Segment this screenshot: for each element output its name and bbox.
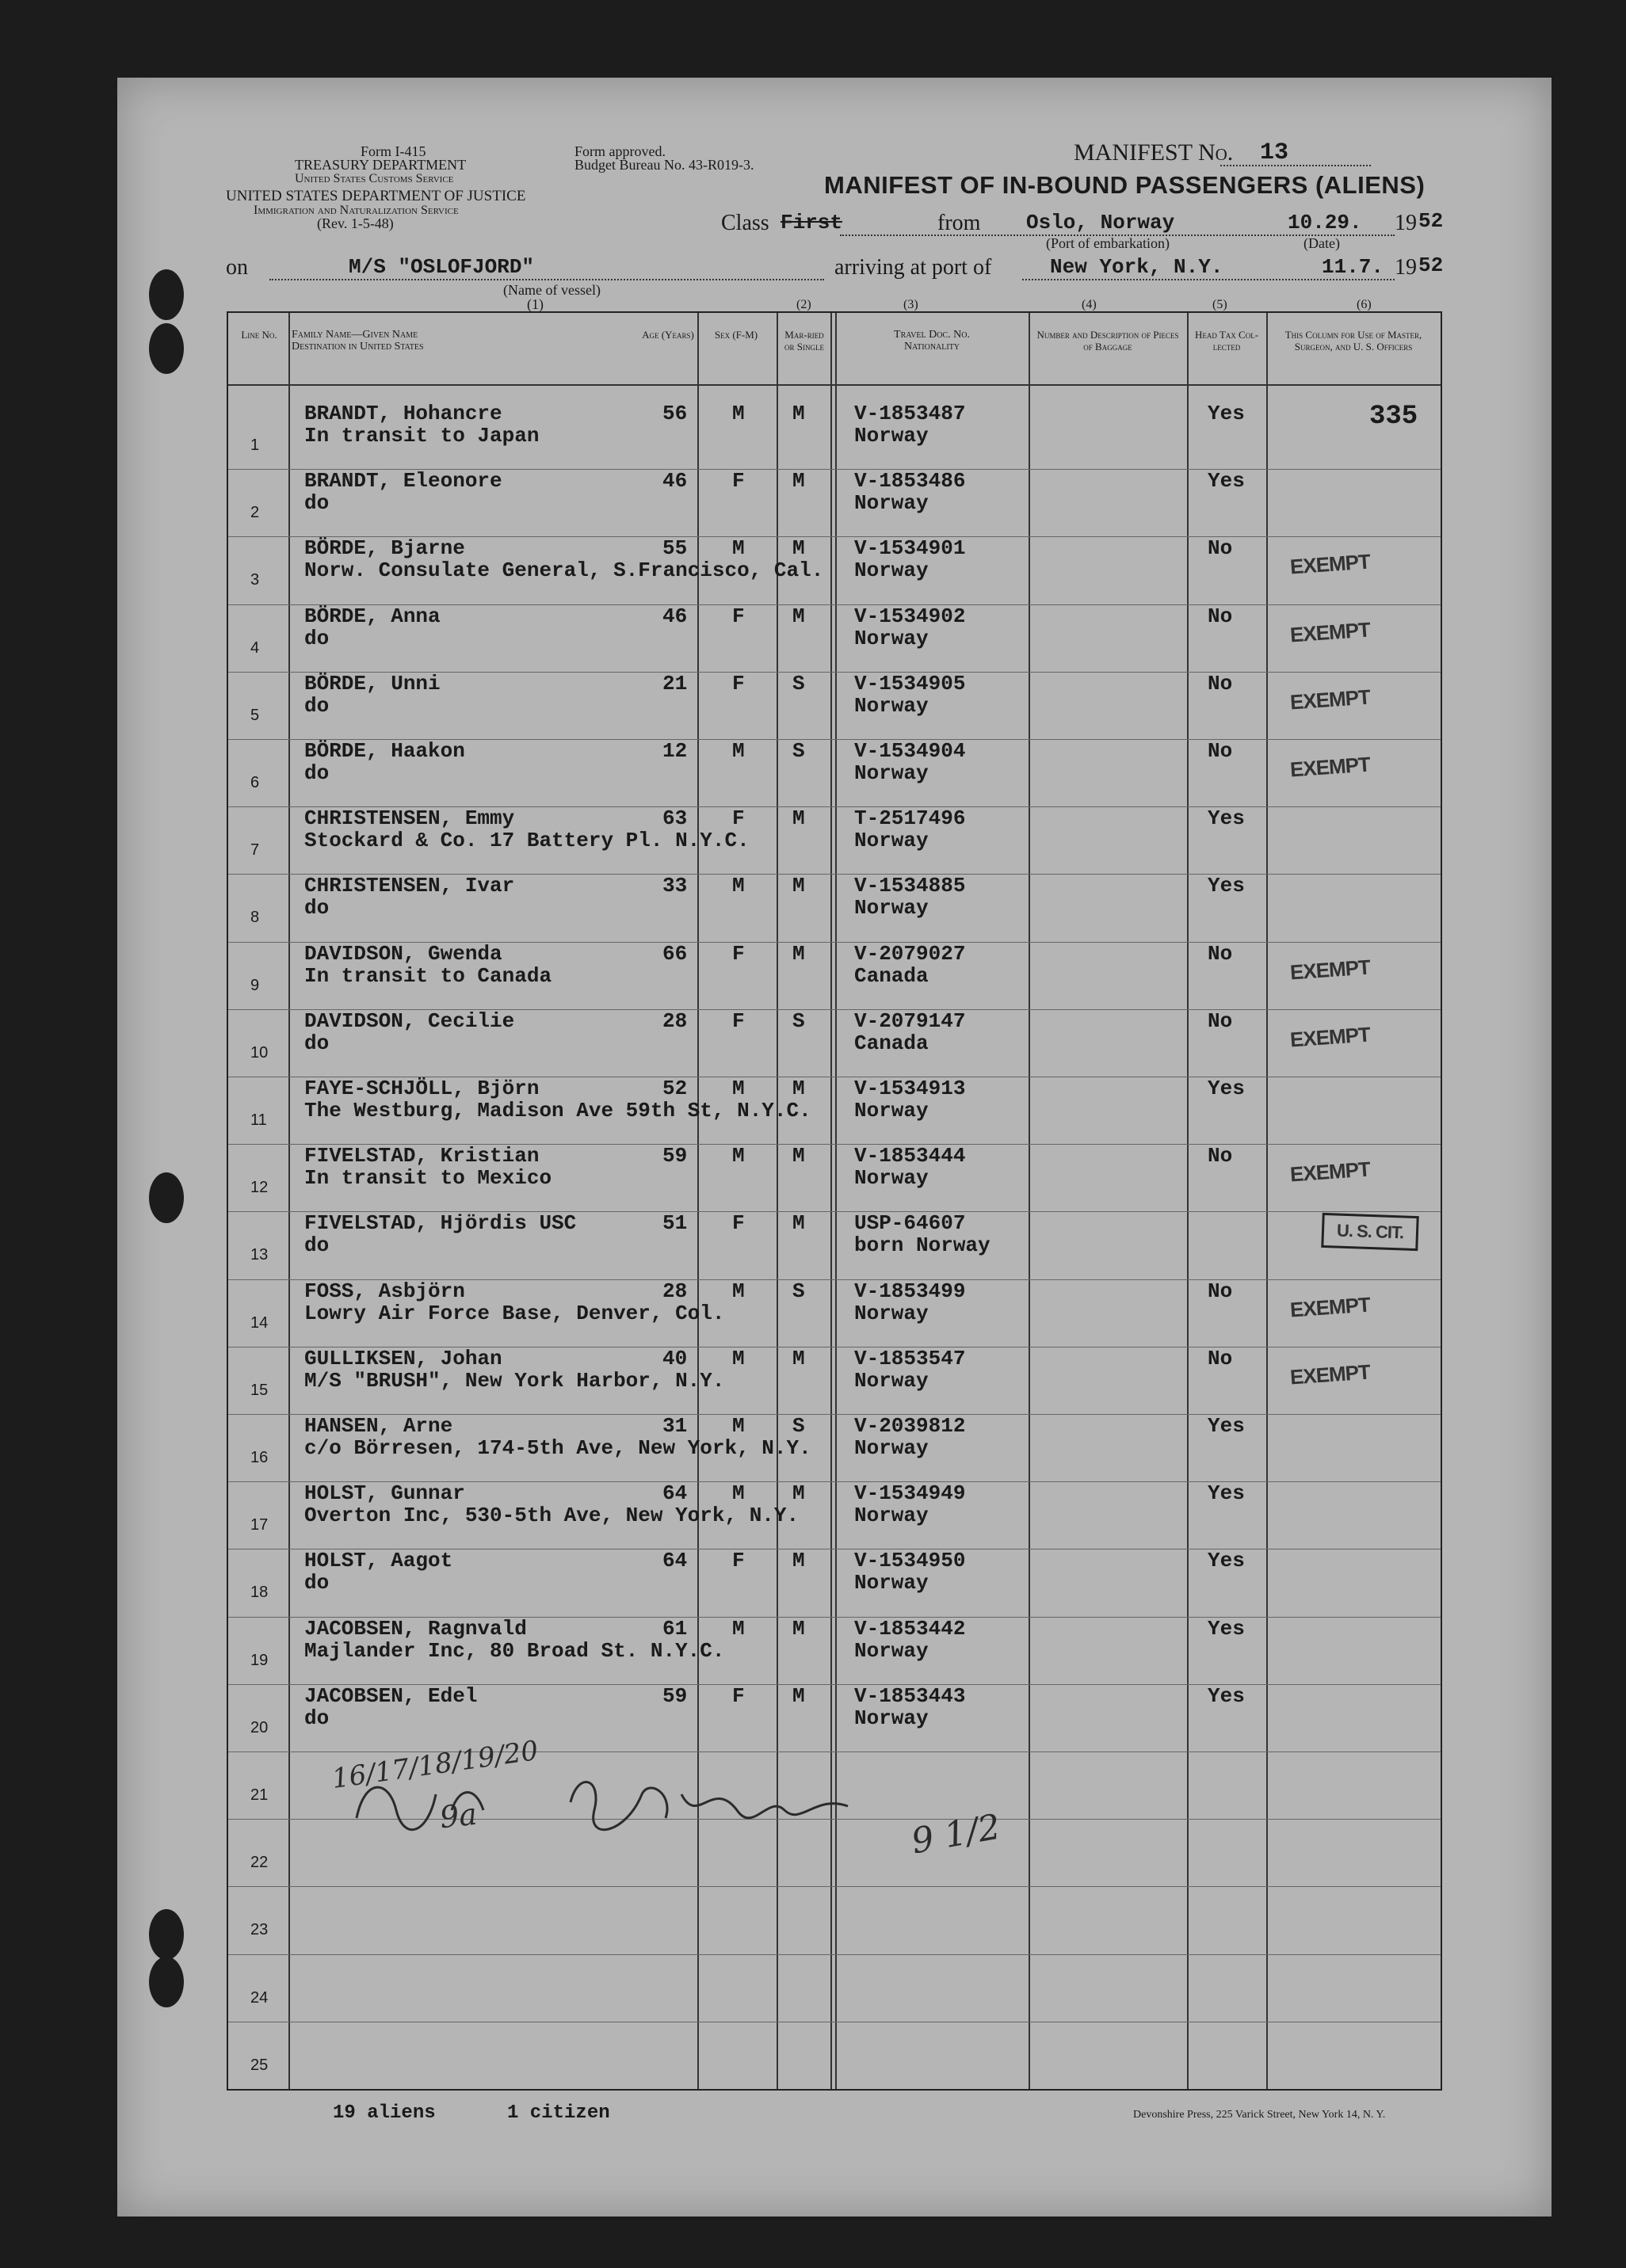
marital-status: S — [792, 1008, 805, 1033]
table-row — [228, 1077, 1441, 1144]
marital-status: M — [792, 874, 805, 898]
sex: M — [732, 1414, 745, 1438]
line-number: 5 — [250, 706, 260, 724]
age: 66 — [662, 941, 688, 966]
officer-stamp: EXEMPT — [1289, 955, 1371, 985]
travel-doc-number: V-2079147 — [854, 1008, 966, 1033]
binder-hole — [149, 1172, 184, 1223]
marital-status: M — [792, 402, 805, 425]
nationality: Norway — [854, 1301, 929, 1325]
arriving-label: arriving at port of — [834, 255, 992, 280]
port-embarkation-caption: (Port of embarkation) — [1046, 235, 1170, 251]
nationality: Norway — [854, 424, 929, 448]
travel-doc-number: V-1534950 — [854, 1549, 966, 1573]
head-tax: Yes — [1208, 1414, 1245, 1438]
table-row — [228, 874, 1441, 941]
col-header-baggage: Number and Description of Pieces of Baggage — [1036, 329, 1179, 353]
line-number: 10 — [250, 1043, 269, 1062]
travel-doc-number: V-1534885 — [854, 874, 966, 898]
destination: c/o Börresen, 174-5th Ave, New York, N.Y. — [304, 1436, 811, 1460]
head-tax: No — [1208, 671, 1233, 696]
vessel-name: M/S "OSLOFJORD" — [349, 255, 535, 279]
officer-stamp: EXEMPT — [1289, 1292, 1371, 1322]
sex: M — [732, 874, 745, 898]
head-tax: No — [1208, 1346, 1233, 1370]
nationality: Canada — [854, 963, 929, 988]
table-row — [228, 1211, 1441, 1279]
line-number: 25 — [250, 2056, 269, 2074]
head-tax: No — [1208, 604, 1233, 628]
head-tax: Yes — [1208, 469, 1245, 494]
arrival-year: 52 — [1418, 253, 1444, 277]
head-tax: No — [1208, 1279, 1233, 1303]
table-row — [228, 402, 1441, 469]
passenger-name: DAVIDSON, Cecilie — [304, 1008, 515, 1033]
head-tax: Yes — [1208, 1616, 1245, 1641]
form-revision: (Rev. 1-5-48) — [317, 215, 394, 231]
marital-status: M — [792, 1616, 805, 1641]
destination: Overton Inc, 530-5th Ave, New York, N.Y. — [304, 1504, 800, 1528]
sex: F — [732, 1549, 745, 1573]
head-tax: No — [1208, 1008, 1233, 1033]
travel-doc-number: T-2517496 — [854, 806, 966, 831]
nationality: Norway — [854, 1504, 929, 1528]
age: 40 — [662, 1346, 688, 1370]
footer-citizens-count: 1 citizen — [507, 2102, 610, 2124]
travel-doc-number: V-1534949 — [854, 1481, 966, 1506]
manifest-title: MANIFEST OF IN-BOUND PASSENGERS (ALIENS) — [824, 171, 1426, 199]
line-number: 19 — [250, 1651, 269, 1669]
table-row — [228, 1279, 1441, 1347]
passenger-name: BRANDT, Hohancre — [304, 402, 502, 425]
destination: do — [304, 1233, 330, 1258]
age: 59 — [662, 1144, 688, 1168]
nationality: Norway — [854, 1099, 929, 1123]
table-row — [228, 1954, 1441, 2022]
manifest-no-value: 13 — [1260, 139, 1289, 166]
destination: Stockard & Co. 17 Battery Pl. N.Y.C. — [304, 829, 750, 853]
footer-aliens-count: 19 aliens — [333, 2102, 436, 2124]
nationality: Norway — [854, 626, 929, 650]
head-tax: No — [1208, 1144, 1233, 1168]
marital-status: S — [792, 1414, 805, 1438]
customs-service: United States Customs Service — [295, 172, 454, 185]
nationality: Canada — [854, 1031, 929, 1055]
port-of-arrival: New York, N.Y. — [1050, 255, 1223, 279]
line-number: 12 — [250, 1179, 269, 1197]
age: 51 — [662, 1211, 688, 1236]
sex: F — [732, 604, 745, 628]
line-number: 13 — [250, 1246, 269, 1264]
col-header-line: Line No. — [241, 329, 277, 341]
officer-stamp: EXEMPT — [1289, 617, 1371, 647]
handwritten-line-refs: 16/17/18/19/20 — [330, 1734, 540, 1796]
passenger-name: CHRISTENSEN, Emmy — [304, 806, 515, 831]
nationality: Norway — [854, 896, 929, 921]
age: 56 — [662, 402, 688, 425]
destination: Majlander Inc, 80 Broad St. N.Y.C. — [304, 1638, 725, 1663]
line-number: 23 — [250, 1921, 269, 1939]
budget-bureau: Budget Bureau No. 43-R019-3. — [574, 157, 754, 173]
binder-hole — [149, 1909, 184, 1960]
marital-status: M — [792, 941, 805, 966]
class-label: Class — [721, 211, 769, 235]
destination: do — [304, 1706, 330, 1730]
sex: F — [732, 941, 745, 966]
travel-doc-number: USP-64607 — [854, 1211, 966, 1236]
printer-credit: Devonshire Press, 225 Varick Street, New York 14, N. Y. — [1133, 2109, 1386, 2121]
sex: M — [732, 1077, 745, 1100]
binder-hole — [149, 269, 184, 320]
treasury-dept: TREASURY DEPARTMENT — [295, 157, 467, 173]
col-header-officers: This Column for Use of Master, Surgeon, and U. S. Officers — [1284, 329, 1422, 353]
sex: M — [732, 1616, 745, 1641]
sex: F — [732, 1211, 745, 1236]
handwritten-count: 9 1/2 — [908, 1806, 1004, 1862]
marital-status: S — [792, 1279, 805, 1303]
travel-doc-number: V-1853486 — [854, 469, 966, 494]
destination: The Westburg, Madison Ave 59th St, N.Y.C. — [304, 1099, 811, 1123]
marital-status: M — [792, 1144, 805, 1168]
departure-year: 52 — [1418, 209, 1444, 233]
nationality: Norway — [854, 829, 929, 853]
head-tax: Yes — [1208, 806, 1245, 831]
passenger-name: CHRISTENSEN, Ivar — [304, 874, 515, 898]
col-number-5: (5) — [1212, 298, 1227, 311]
passenger-name: BÖRDE, Unni — [304, 671, 441, 696]
passenger-name: GULLIKSEN, Johan — [304, 1346, 502, 1370]
destination: do — [304, 1571, 330, 1595]
marital-status: M — [792, 1481, 805, 1506]
line-number: 1 — [250, 436, 260, 454]
table-row — [228, 604, 1441, 672]
col-number-4: (4) — [1082, 298, 1097, 311]
travel-doc-number: V-1853487 — [854, 402, 966, 425]
line-number: 3 — [250, 571, 260, 589]
line-number: 7 — [250, 841, 260, 860]
sex: M — [732, 739, 745, 763]
table-row — [228, 1617, 1441, 1684]
officer-stamp: EXEMPT — [1289, 549, 1371, 579]
destination: In transit to Mexico — [304, 1166, 552, 1191]
age: 64 — [662, 1481, 688, 1506]
age: 33 — [662, 874, 688, 898]
nationality: Norway — [854, 1706, 929, 1730]
marital-status: S — [792, 739, 805, 763]
line-number: 9 — [250, 976, 260, 994]
nationality: Norway — [854, 761, 929, 785]
travel-doc-number: V-1534905 — [854, 671, 966, 696]
marital-status: M — [792, 1211, 805, 1236]
head-tax: Yes — [1208, 874, 1245, 898]
destination: In transit to Canada — [304, 963, 552, 988]
head-tax: Yes — [1208, 1549, 1245, 1573]
handwritten-initials: 9a — [437, 1796, 479, 1835]
passenger-name: FIVELSTAD, Hjördis USC — [304, 1211, 577, 1236]
line-number: 18 — [250, 1584, 269, 1602]
age: 63 — [662, 806, 688, 831]
line-number: 11 — [250, 1111, 267, 1129]
nationality: Norway — [854, 558, 929, 583]
marital-status: M — [792, 806, 805, 831]
arrival-date: 11.7. — [1322, 255, 1384, 279]
destination: do — [304, 896, 330, 921]
table-row — [228, 1481, 1441, 1549]
col-header-name: Family Name—Given Name Destination in United States — [292, 329, 424, 353]
officer-stamp: U. S. CIT. — [1321, 1213, 1419, 1251]
sex: M — [732, 1346, 745, 1370]
on-label: on — [226, 255, 248, 280]
table-row — [228, 2022, 1441, 2089]
line-number: 4 — [250, 638, 260, 657]
col-header-age: Age (Years) — [642, 329, 694, 341]
passenger-name: HOLST, Gunnar — [304, 1481, 465, 1506]
destination: do — [304, 1031, 330, 1055]
passenger-name: FOSS, Asbjörn — [304, 1279, 465, 1303]
passenger-name: HANSEN, Arne — [304, 1414, 453, 1438]
binder-hole — [149, 1957, 184, 2007]
vessel-col-number: (1) — [527, 296, 544, 312]
sex: M — [732, 402, 745, 425]
line-number: 15 — [250, 1381, 269, 1399]
age: 64 — [662, 1549, 688, 1573]
marital-status: M — [792, 536, 805, 561]
handwritten-signature — [341, 1763, 911, 1850]
passenger-name: HOLST, Aagot — [304, 1549, 453, 1573]
passenger-name: BÖRDE, Bjarne — [304, 536, 465, 561]
travel-doc-number: V-1534901 — [854, 536, 966, 561]
line-number: 20 — [250, 1718, 269, 1736]
vessel-caption: (Name of vessel) — [503, 282, 601, 298]
table-row — [228, 942, 1441, 1009]
travel-doc-number: V-1853442 — [854, 1616, 966, 1641]
passenger-name: FAYE-SCHJÖLL, Björn — [304, 1077, 540, 1100]
destination: do — [304, 491, 330, 516]
departure-date: 10.29. — [1288, 211, 1362, 234]
nationality: Norway — [854, 693, 929, 718]
officer-stamp: EXEMPT — [1289, 684, 1371, 715]
age: 46 — [662, 469, 688, 494]
col-number-3: (3) — [903, 298, 918, 311]
travel-doc-number: V-1853499 — [854, 1279, 966, 1303]
line-number: 8 — [250, 909, 260, 927]
sex: F — [732, 671, 745, 696]
line-number: 21 — [250, 1786, 269, 1804]
age: 21 — [662, 671, 688, 696]
binder-hole — [149, 323, 184, 374]
passenger-name: DAVIDSON, Gwenda — [304, 941, 502, 966]
port-of-embarkation: Oslo, Norway — [1026, 211, 1175, 234]
col-header-sex: Sex (F-M) — [714, 329, 758, 341]
col-header-married: Mar-ried or Single — [784, 329, 824, 353]
nationality: Norway — [854, 1166, 929, 1191]
sex: F — [732, 1683, 745, 1708]
table-row — [228, 739, 1441, 806]
destination: do — [304, 626, 330, 650]
age: 28 — [662, 1008, 688, 1033]
marital-status: M — [792, 1549, 805, 1573]
officer-stamp: EXEMPT — [1289, 752, 1371, 782]
col-header-head-tax: Head Tax Col-lected — [1194, 329, 1259, 353]
head-tax: Yes — [1208, 1481, 1245, 1506]
marital-status: M — [792, 1077, 805, 1100]
officer-stamp: EXEMPT — [1289, 1157, 1371, 1187]
table-row — [228, 469, 1441, 536]
table-row — [228, 1684, 1441, 1752]
line-number: 14 — [250, 1313, 269, 1332]
age: 52 — [662, 1077, 688, 1100]
marital-status: S — [792, 671, 805, 696]
table-row — [228, 1886, 1441, 1954]
marital-status: M — [792, 604, 805, 628]
passenger-name: BÖRDE, Anna — [304, 604, 441, 628]
head-tax: No — [1208, 739, 1233, 763]
line-number: 17 — [250, 1516, 269, 1534]
nationality: Norway — [854, 1571, 929, 1595]
passenger-name: FIVELSTAD, Kristian — [304, 1144, 540, 1168]
destination: Norw. Consulate General, S.Francisco, Cal. — [304, 558, 824, 583]
year-prefix: 19 — [1395, 255, 1417, 280]
manifest-no-label: MANIFEST No. — [1074, 139, 1234, 166]
officer-stamp: EXEMPT — [1289, 1022, 1371, 1052]
ins-service: Immigration and Naturalization Service — [254, 204, 459, 217]
head-tax: Yes — [1208, 1683, 1245, 1708]
age: 28 — [662, 1279, 688, 1303]
line-number: 16 — [250, 1449, 269, 1466]
table-row — [228, 1549, 1441, 1616]
line-number: 22 — [250, 1854, 269, 1872]
destination: In transit to Japan — [304, 424, 540, 448]
travel-doc-number: V-2079027 — [854, 941, 966, 966]
destination: do — [304, 693, 330, 718]
passenger-name: BÖRDE, Haakon — [304, 739, 465, 763]
table-row — [228, 1009, 1441, 1077]
col-number-6: (6) — [1357, 298, 1372, 311]
line-number: 2 — [250, 504, 260, 522]
from-label: from — [937, 211, 981, 235]
form-approved: Form approved. — [574, 143, 666, 159]
officer-stamp: EXEMPT — [1289, 1359, 1371, 1389]
table-row — [228, 1347, 1441, 1414]
sex: M — [732, 1144, 745, 1168]
table-row — [228, 1414, 1441, 1481]
table-row — [228, 806, 1441, 874]
destination: M/S "BRUSH", New York Harbor, N.Y. — [304, 1368, 725, 1393]
class-value: First — [781, 211, 843, 234]
head-tax: Yes — [1208, 402, 1245, 425]
age: 59 — [662, 1683, 688, 1708]
travel-doc-number: V-2039812 — [854, 1414, 966, 1438]
line-number: 24 — [250, 1988, 269, 2007]
travel-doc-number: V-1853443 — [854, 1683, 966, 1708]
marital-status: M — [792, 1683, 805, 1708]
age: 55 — [662, 536, 688, 561]
passenger-name: JACOBSEN, Edel — [304, 1683, 478, 1708]
travel-doc-number: V-1853444 — [854, 1144, 966, 1168]
col-number-2: (2) — [796, 298, 811, 311]
officer-note: 335 — [1369, 402, 1418, 432]
table-row — [228, 1144, 1441, 1211]
sex: F — [732, 1008, 745, 1033]
travel-doc-number: V-1534904 — [854, 739, 966, 763]
passenger-name: BRANDT, Eleonore — [304, 469, 502, 494]
year-prefix: 19 — [1395, 211, 1417, 235]
head-tax: Yes — [1208, 1077, 1245, 1100]
travel-doc-number: V-1853547 — [854, 1346, 966, 1370]
nationality: Norway — [854, 1436, 929, 1460]
age: 31 — [662, 1414, 688, 1438]
travel-doc-number: V-1534913 — [854, 1077, 966, 1100]
head-tax: No — [1208, 941, 1233, 966]
travel-doc-number: V-1534902 — [854, 604, 966, 628]
marital-status: M — [792, 469, 805, 494]
sex: M — [732, 536, 745, 561]
nationality: Norway — [854, 491, 929, 516]
age: 46 — [662, 604, 688, 628]
line-number: 6 — [250, 774, 260, 791]
sex: M — [732, 1481, 745, 1506]
sex: F — [732, 469, 745, 494]
head-tax: No — [1208, 536, 1233, 561]
age: 12 — [662, 739, 688, 763]
destination: do — [304, 761, 330, 785]
col-header-doc: Travel Doc. No. Nationality — [894, 329, 970, 353]
sex: F — [732, 806, 745, 831]
table-row — [228, 536, 1441, 604]
passenger-name: JACOBSEN, Ragnvald — [304, 1616, 527, 1641]
marital-status: M — [792, 1346, 805, 1370]
date-caption: (Date) — [1303, 235, 1340, 251]
age: 61 — [662, 1616, 688, 1641]
nationality: Norway — [854, 1638, 929, 1663]
justice-dept: UNITED STATES DEPARTMENT OF JUSTICE — [226, 188, 526, 204]
destination: Lowry Air Force Base, Denver, Col. — [304, 1301, 725, 1325]
form-number: Form I-415 — [361, 143, 426, 159]
nationality: born Norway — [854, 1233, 990, 1258]
sex: M — [732, 1279, 745, 1303]
table-row — [228, 672, 1441, 739]
nationality: Norway — [854, 1368, 929, 1393]
